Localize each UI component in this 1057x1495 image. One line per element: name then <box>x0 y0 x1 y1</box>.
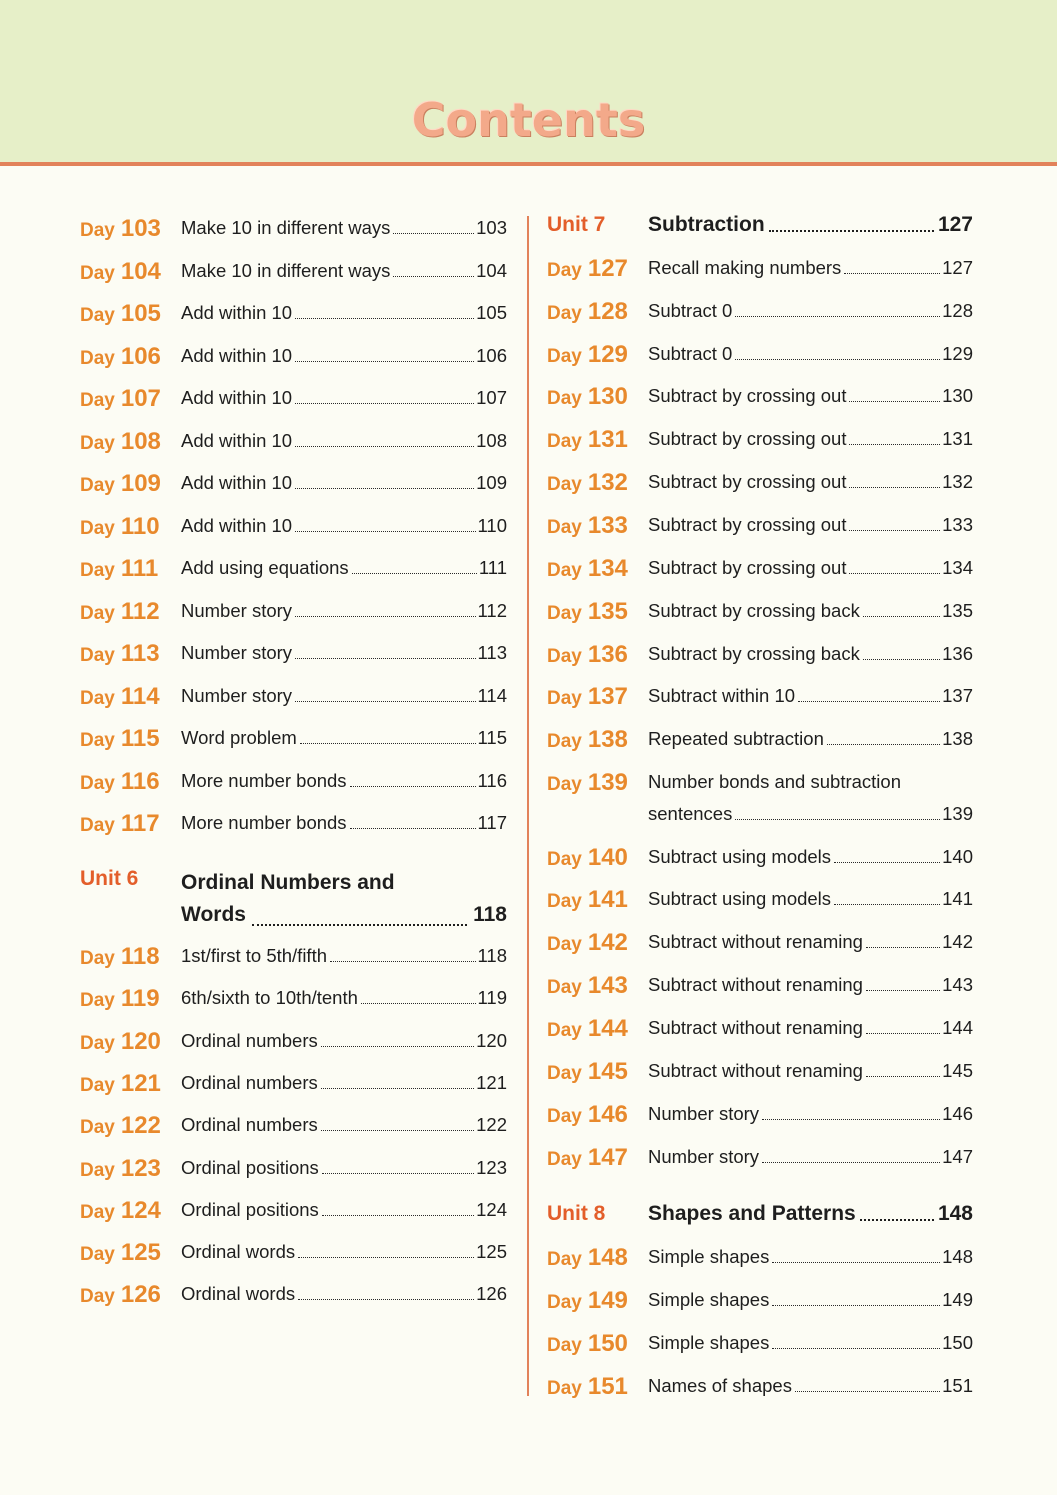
day-label: Day <box>547 560 582 581</box>
topic-title <box>648 888 973 910</box>
day-number <box>547 1101 628 1129</box>
topic-text: Add within 10 <box>181 302 293 323</box>
day-number <box>547 426 628 454</box>
dot-leader <box>769 230 934 232</box>
day-number <box>547 972 628 1000</box>
day-value: 128 <box>587 298 628 325</box>
day-number <box>547 1373 628 1401</box>
day-value: 140 <box>587 844 628 871</box>
day-value: 108 <box>120 427 161 455</box>
day-number <box>547 1330 628 1358</box>
day-value: 110 <box>120 512 160 540</box>
day-value: 151 <box>587 1373 628 1400</box>
topic-title <box>648 728 973 750</box>
page-number: 128 <box>942 300 973 321</box>
topic-text: Subtract within 10 <box>648 685 796 706</box>
day-value: 113 <box>120 640 160 667</box>
dot-leader <box>866 947 940 948</box>
unit-title-line <box>648 213 973 237</box>
dot-leader <box>866 1076 940 1077</box>
day-number <box>547 683 628 711</box>
day-label: Day <box>547 603 582 624</box>
day-label: Day <box>547 731 582 752</box>
day-label: Day <box>80 1286 115 1308</box>
unit-title <box>648 1202 973 1226</box>
day-label: Day <box>80 220 115 241</box>
topic-text: Add within 10 <box>181 429 293 451</box>
topic-title <box>648 1103 973 1125</box>
day-value: 122 <box>120 1112 161 1140</box>
unit-title-text: Subtraction <box>648 213 765 236</box>
topic-text: Ordinal numbers <box>181 1114 318 1136</box>
page-number: 118 <box>473 903 507 926</box>
day-label: Day <box>80 948 115 969</box>
unit-title <box>648 213 973 237</box>
page-number: 109 <box>476 472 507 493</box>
topic-text: Subtract without renaming <box>648 974 863 995</box>
dot-leader <box>735 359 940 360</box>
topic-title <box>648 643 973 665</box>
topic-title <box>648 1375 973 1397</box>
topic-text: 6th/sixth to 10th/tenth <box>181 987 358 1009</box>
day-number <box>547 1015 628 1043</box>
day-label: Day <box>547 1020 582 1041</box>
page-number: 110 <box>477 514 507 536</box>
topic-text: Ordinal words <box>181 1241 296 1263</box>
day-number <box>547 341 628 369</box>
day-value: 139 <box>587 769 628 796</box>
page-number: 150 <box>942 1332 973 1353</box>
topic-title <box>648 1060 973 1082</box>
day-number <box>547 1287 628 1315</box>
day-value: 149 <box>587 1287 628 1314</box>
page-number: 148 <box>942 1246 973 1267</box>
day-label: Day <box>547 977 582 998</box>
page-number: 144 <box>942 1017 973 1038</box>
page-number: 118 <box>477 945 507 966</box>
page-number: 104 <box>476 259 507 281</box>
page-number: 139 <box>942 803 973 824</box>
day-value: 127 <box>587 255 628 282</box>
day-label: Day <box>547 1378 582 1399</box>
day-label: Day <box>80 475 115 496</box>
dot-leader <box>849 444 940 445</box>
page-number: 137 <box>942 685 973 706</box>
day-label: Day <box>80 815 115 836</box>
page-number: 112 <box>477 599 507 621</box>
day-number <box>547 886 628 914</box>
topic-text: Ordinal positions <box>181 1156 319 1178</box>
day-number <box>547 555 628 583</box>
topic-text: sentences <box>648 803 733 824</box>
day-label: Day <box>80 990 115 1012</box>
day-label: Day <box>80 1244 115 1266</box>
topic-text: Number story <box>181 684 293 706</box>
day-label: Day <box>547 346 582 367</box>
day-label: Day <box>547 646 582 667</box>
day-value: 107 <box>120 385 161 412</box>
day-label: Day <box>547 474 582 495</box>
day-value: 115 <box>120 725 160 752</box>
dot-leader <box>849 487 940 488</box>
page-number: 130 <box>942 385 973 406</box>
day-label: Day <box>547 431 582 452</box>
day-label: Day <box>80 1032 115 1054</box>
topic-title <box>648 685 973 707</box>
unit-title-text: Shapes and Patterns <box>648 1202 856 1225</box>
dot-leader <box>772 1348 940 1349</box>
day-number <box>547 929 628 957</box>
day-value: 112 <box>120 597 160 625</box>
topic-text: Add within 10 <box>181 514 293 536</box>
day-number <box>547 598 628 626</box>
day-label: Day <box>80 645 115 666</box>
day-value: 141 <box>587 886 628 913</box>
day-label: Day <box>547 1292 582 1313</box>
day-label: Day <box>80 1117 115 1139</box>
day-value: 148 <box>587 1244 628 1271</box>
topic-text: More number bonds <box>181 812 347 833</box>
day-value: 134 <box>587 555 628 582</box>
topic-text: Subtract using models <box>648 846 832 867</box>
day-label: Day <box>80 390 115 411</box>
day-number <box>547 1244 628 1272</box>
dot-leader <box>735 316 940 317</box>
day-value: 106 <box>120 342 161 370</box>
day-label: Day <box>547 388 582 409</box>
dot-leader <box>735 819 940 820</box>
day-value: 143 <box>587 972 628 999</box>
topic-text: Word problem <box>181 727 297 748</box>
dot-leader <box>798 701 940 702</box>
day-value: 142 <box>587 929 628 956</box>
day-label: Day <box>547 1335 582 1356</box>
day-value: 144 <box>587 1015 628 1042</box>
page-number: 106 <box>476 344 507 366</box>
page-number: 133 <box>942 514 973 535</box>
topic-text: Number story <box>648 1146 760 1167</box>
day-value: 111 <box>120 555 159 582</box>
dot-leader <box>772 1262 940 1263</box>
day-label: Day <box>80 687 115 709</box>
topic-text: Number story <box>648 1103 760 1124</box>
topic-text: Subtract 0 <box>648 343 733 364</box>
page-number: 105 <box>476 302 507 323</box>
page-number: 116 <box>477 769 507 791</box>
day-value: 124 <box>120 1196 161 1224</box>
day-value: 137 <box>587 683 628 710</box>
page-number: 122 <box>476 1114 507 1136</box>
topic-text: Add within 10 <box>181 472 293 493</box>
topic-title <box>648 846 973 868</box>
topic-text: Simple shapes <box>648 1246 770 1267</box>
day-value: 116 <box>120 767 160 795</box>
day-label: Day <box>547 774 582 795</box>
day-value: 132 <box>587 469 628 496</box>
page-number: 142 <box>942 931 973 952</box>
unit-label: Unit 6 <box>80 867 139 890</box>
page-number: 108 <box>476 429 507 451</box>
topic-text: Subtract without renaming <box>648 1060 863 1081</box>
page-number: 129 <box>942 343 973 364</box>
day-value: 147 <box>587 1144 628 1171</box>
day-value: 126 <box>120 1281 161 1309</box>
day-value: 117 <box>120 810 160 837</box>
page-number: 120 <box>476 1029 507 1051</box>
topic-title <box>648 1289 973 1311</box>
dot-leader <box>849 401 940 402</box>
page-number: 151 <box>942 1375 973 1396</box>
day-label: Day <box>80 262 115 284</box>
day-label: Day <box>547 934 582 955</box>
page-number: 145 <box>942 1060 973 1081</box>
page-number: 134 <box>942 557 973 578</box>
day-number <box>547 726 628 754</box>
topic-text: Simple shapes <box>648 1289 770 1310</box>
unit-label: Unit 8 <box>547 1202 606 1225</box>
topic-text: Simple shapes <box>648 1332 770 1353</box>
topic-text: Subtract by crossing out <box>648 514 847 535</box>
topic-text: Make 10 in different ways <box>181 217 391 238</box>
page-number: 125 <box>476 1241 507 1263</box>
day-number <box>547 255 628 283</box>
dot-leader <box>849 530 940 531</box>
topic-text: Subtract 0 <box>648 300 733 321</box>
day-value: 136 <box>587 641 628 668</box>
topic-text: 1st/first to 5th/fifth <box>181 945 328 966</box>
day-number <box>547 1058 628 1086</box>
topic-title <box>648 931 973 953</box>
topic-title <box>648 1146 973 1168</box>
day-label: Day <box>80 560 115 581</box>
day-number <box>547 1144 628 1172</box>
page-number: 127 <box>942 257 973 278</box>
day-label: Day <box>547 891 582 912</box>
day-label: Day <box>80 602 115 624</box>
day-label: Day <box>547 1106 582 1127</box>
dot-leader <box>863 616 940 617</box>
topic-text: Repeated subtraction <box>648 728 824 749</box>
day-value: 120 <box>120 1027 161 1055</box>
page-number: 123 <box>476 1156 507 1178</box>
page-number: 146 <box>942 1103 973 1124</box>
dot-leader <box>866 990 940 991</box>
page-number: 115 <box>477 727 507 748</box>
dot-leader <box>834 904 940 905</box>
topic-text: Subtract by crossing out <box>648 471 847 492</box>
page-number: 141 <box>942 888 973 909</box>
topic-text: Number story <box>181 642 293 663</box>
topic-text: Ordinal numbers <box>181 1071 318 1093</box>
topic-title <box>648 514 973 536</box>
page-number: 114 <box>477 684 507 706</box>
topic-title <box>648 257 973 279</box>
day-value: 105 <box>120 300 161 327</box>
day-value: 150 <box>587 1330 628 1357</box>
topic-title <box>648 343 973 365</box>
day-value: 138 <box>587 726 628 753</box>
page-number: 132 <box>942 471 973 492</box>
topic-title <box>648 974 973 996</box>
page-number: 147 <box>942 1146 973 1167</box>
day-label: Day <box>80 432 115 454</box>
topic-text: Number story <box>181 599 293 621</box>
day-label: Day <box>547 303 582 324</box>
day-label: Day <box>80 1074 115 1096</box>
day-number <box>547 298 628 326</box>
topic-title <box>648 1017 973 1039</box>
day-value: 121 <box>120 1069 161 1097</box>
page-number: 103 <box>476 217 507 238</box>
topic-text: Subtract by crossing back <box>648 600 860 621</box>
dot-leader <box>860 1219 934 1221</box>
topic-text: Subtract without renaming <box>648 931 863 952</box>
page-number: 124 <box>476 1198 507 1220</box>
topic-text: Names of shapes <box>648 1375 792 1396</box>
unit-label: Unit 7 <box>547 213 606 236</box>
unit-title-line <box>648 1202 973 1226</box>
topic-text: Subtract by crossing out <box>648 385 847 406</box>
topic-text: Ordinal positions <box>181 1198 319 1220</box>
topic-title <box>648 803 973 825</box>
dot-leader <box>762 1119 940 1120</box>
dot-leader <box>772 1305 940 1306</box>
topic-text: Subtract using models <box>648 888 832 909</box>
topic-text: Ordinal numbers <box>181 1029 318 1051</box>
day-label: Day <box>80 772 115 794</box>
day-label: Day <box>547 1249 582 1270</box>
day-label: Day <box>80 305 115 326</box>
unit-title-line: Ordinal Numbers and <box>181 871 395 894</box>
day-value: 131 <box>587 426 628 453</box>
topic-text: Ordinal words <box>181 1283 296 1305</box>
dot-leader <box>827 744 940 745</box>
page-number: 126 <box>476 1283 507 1305</box>
topic-title <box>648 300 973 322</box>
day-value: 123 <box>120 1154 161 1182</box>
day-label: Day <box>80 517 115 539</box>
day-number <box>547 512 628 540</box>
page-number: 127 <box>937 213 973 236</box>
dot-leader <box>849 573 940 574</box>
day-number <box>547 641 628 669</box>
day-value: 129 <box>587 341 628 368</box>
topic-title <box>648 428 973 450</box>
day-number <box>547 844 628 872</box>
day-value: 135 <box>587 598 628 625</box>
page-number: 107 <box>476 387 507 408</box>
dot-leader <box>866 1033 940 1034</box>
topic-text: Subtract by crossing out <box>648 428 847 449</box>
topic-title-line <box>648 771 973 793</box>
dot-leader <box>762 1162 940 1163</box>
day-label: Day <box>80 1201 115 1223</box>
topic-text: Subtract by crossing back <box>648 643 860 664</box>
topic-text: Recall making numbers <box>648 257 842 278</box>
page-number: 138 <box>942 728 973 749</box>
dot-leader <box>844 273 940 274</box>
page-title: Contents <box>411 93 646 147</box>
topic-text: More number bonds <box>181 769 347 791</box>
day-label: Day <box>547 688 582 709</box>
page-number: 143 <box>942 974 973 995</box>
dot-leader <box>863 659 940 660</box>
day-value: 125 <box>120 1239 161 1267</box>
day-value: 133 <box>587 512 628 539</box>
topic-text: Add using equations <box>181 557 349 578</box>
day-label: Day <box>547 849 582 870</box>
day-label: Day <box>80 1159 115 1181</box>
dot-leader <box>795 1391 940 1392</box>
day-value: 119 <box>120 985 160 1013</box>
day-label: Day <box>80 730 115 751</box>
day-label: Day <box>547 1063 582 1084</box>
topic-title <box>648 1332 973 1354</box>
day-value: 146 <box>587 1101 628 1128</box>
topic-text: Subtract by crossing out <box>648 557 847 578</box>
page-number: 111 <box>478 557 507 578</box>
page-number: 136 <box>942 643 973 664</box>
dot-leader <box>834 862 940 863</box>
day-number <box>547 383 628 411</box>
day-label: Day <box>547 1149 582 1170</box>
page-number: 117 <box>477 812 507 833</box>
day-value: 130 <box>587 383 628 410</box>
topic-text: Make 10 in different ways <box>181 259 391 281</box>
day-value: 118 <box>120 943 160 970</box>
page-number: 148 <box>937 1202 973 1225</box>
page-number: 149 <box>942 1289 973 1310</box>
topic-text: Number bonds and subtraction <box>648 771 901 792</box>
topic-title <box>648 471 973 493</box>
topic-title <box>648 600 973 622</box>
day-value: 145 <box>587 1058 628 1085</box>
day-number <box>547 769 628 797</box>
topic-text: Add within 10 <box>181 387 293 408</box>
page-number: 121 <box>476 1071 507 1093</box>
day-label: Day <box>547 260 582 281</box>
unit-title-text: Words <box>181 903 246 926</box>
day-value: 109 <box>120 470 161 497</box>
topic-title <box>648 557 973 579</box>
day-number <box>547 469 628 497</box>
day-value: 114 <box>120 682 160 710</box>
page-number: 135 <box>942 600 973 621</box>
day-label: Day <box>80 347 115 369</box>
day-value: 103 <box>120 215 161 242</box>
page-number: 140 <box>942 846 973 867</box>
day-label: Day <box>547 517 582 538</box>
day-value: 104 <box>120 257 161 285</box>
topic-text: Add within 10 <box>181 344 293 366</box>
page-number: 113 <box>477 642 507 663</box>
page-number: 131 <box>942 428 973 449</box>
page-number: 119 <box>477 987 507 1009</box>
topic-text: Subtract without renaming <box>648 1017 863 1038</box>
topic-title <box>648 1246 973 1268</box>
topic-title <box>648 385 973 407</box>
